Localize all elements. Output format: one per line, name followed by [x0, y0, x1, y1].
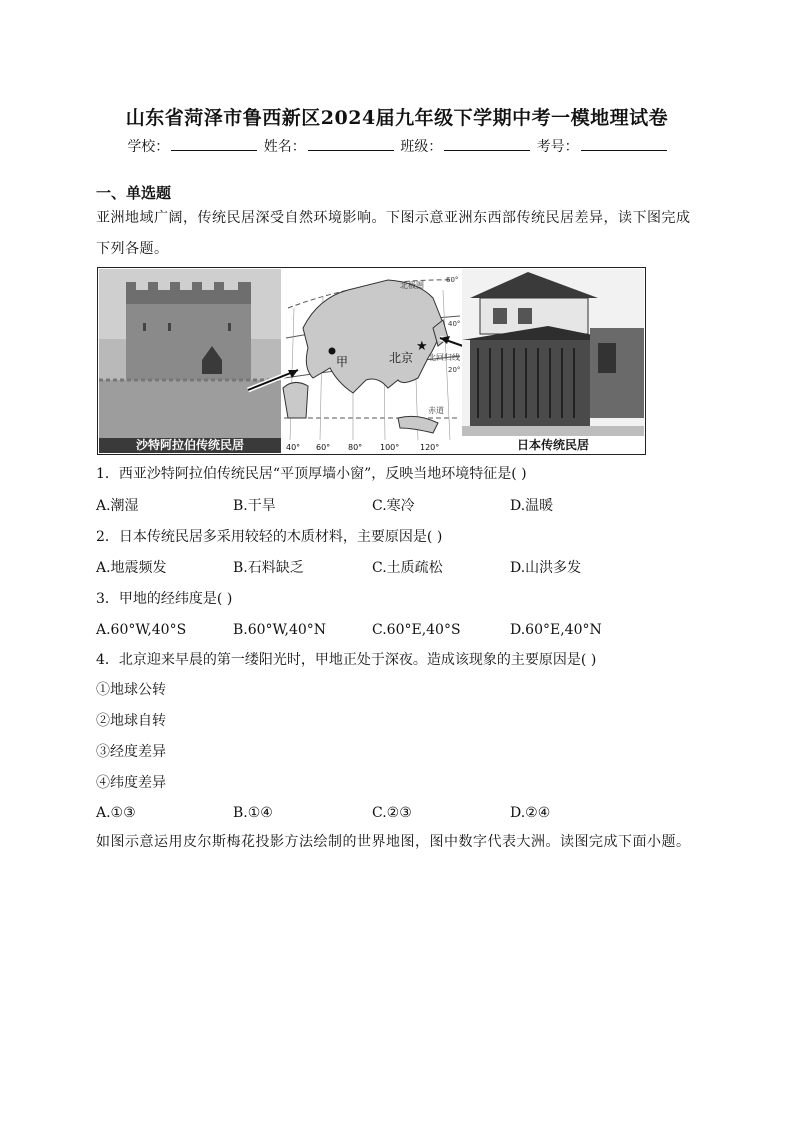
jia-label: 甲 [336, 355, 349, 369]
q4-option-b[interactable]: B.①④ [233, 805, 273, 821]
q1-option-c[interactable]: C.寒冷 [372, 498, 415, 514]
q2-option-d[interactable]: D.山洪多发 [510, 560, 582, 576]
q1-option-a[interactable]: A.潮湿 [96, 498, 139, 514]
q2-option-b[interactable]: B.石料缺乏 [233, 560, 304, 576]
q3-option-b[interactable]: B.60°W,40°N [233, 622, 327, 638]
saudi-caption: 沙特阿拉伯传统民居 [135, 438, 245, 452]
q4-item-1: ①地球公转 [96, 682, 166, 698]
q2-option-c[interactable]: C.土质疏松 [372, 560, 443, 576]
q4-option-a[interactable]: A.①③ [96, 805, 136, 821]
class-field: 班级： [400, 136, 530, 156]
equator-label: 赤道 [428, 406, 444, 415]
school-field: 学校： [127, 136, 257, 156]
lon-tick: 100° [380, 443, 400, 452]
beijing-star: ★ [416, 339, 428, 354]
tropic-label: 北回归线 [428, 353, 460, 362]
lat-20-label: 20° [448, 366, 461, 374]
saudi-house-photo [99, 269, 281, 453]
arctic-circle-label: 北极圈 [400, 281, 424, 290]
question-2: 2．日本传统民居多采用较轻的木质材料，主要原因是( ) [96, 529, 443, 545]
question-4: 4．北京迎来早晨的第一缕阳光时，甲地正处于深夜。造成该现象的主要原因是( ) [96, 652, 597, 668]
class-blank [444, 137, 530, 151]
japan-caption: 日本传统民居 [516, 438, 590, 452]
section-title: 一、单选题 [96, 184, 172, 202]
q4-item-3: ③经度差异 [96, 744, 166, 760]
q1-option-d[interactable]: D.温暖 [510, 498, 554, 514]
question-3: 3．甲地的经纬度是( ) [96, 591, 233, 607]
page-title: 山东省菏泽市鲁西新区2024届九年级下学期中考一模地理试卷 [125, 107, 669, 129]
beijing-label: 北京 [388, 351, 413, 365]
next-section-intro: 如图示意运用皮尔斯梅花投影方法绘制的世界地图，图中数字代表大洲。读图完成下面小题。 [96, 834, 691, 850]
lat-40-label: 40° [448, 320, 461, 328]
q3-option-d[interactable]: D.60°E,40°N [510, 622, 602, 638]
figure-svg [98, 268, 645, 454]
name-blank [308, 137, 394, 151]
intro-paragraph: 亚洲地域广阔，传统民居深受自然环境影响。下图示意亚洲东西部传统民居差异，读下图完成下列各题。 [96, 210, 691, 257]
q2-option-a[interactable]: A.地震频发 [96, 560, 167, 576]
japan-house-photo [462, 269, 644, 453]
exam-number-blank [581, 137, 667, 151]
q1-option-b[interactable]: B.干旱 [233, 498, 276, 514]
jia-point [329, 348, 336, 355]
question-1: 1．西亚沙特阿拉伯传统民居“平顶厚墙小窗”，反映当地环境特征是( ) [96, 466, 527, 482]
q4-item-2: ②地球自转 [96, 713, 166, 729]
lat-60-label: 60° [446, 276, 459, 284]
lon-tick: 120° [420, 443, 440, 452]
q3-option-a[interactable]: A.60°W,40°S [96, 622, 187, 638]
name-field: 姓名： [264, 136, 394, 156]
student-info-line [0, 136, 794, 156]
q4-option-d[interactable]: D.②④ [510, 805, 551, 821]
housing-figure [97, 267, 646, 455]
lon-tick: 40° [286, 443, 301, 452]
q4-option-c[interactable]: C.②③ [372, 805, 412, 821]
school-blank [171, 137, 257, 151]
q4-item-4: ④纬度差异 [96, 775, 166, 791]
lon-tick: 60° [316, 443, 331, 452]
lon-tick: 80° [348, 443, 363, 452]
exam-number-field: 考号： [537, 136, 667, 156]
q3-option-c[interactable]: C.60°E,40°S [372, 622, 461, 638]
